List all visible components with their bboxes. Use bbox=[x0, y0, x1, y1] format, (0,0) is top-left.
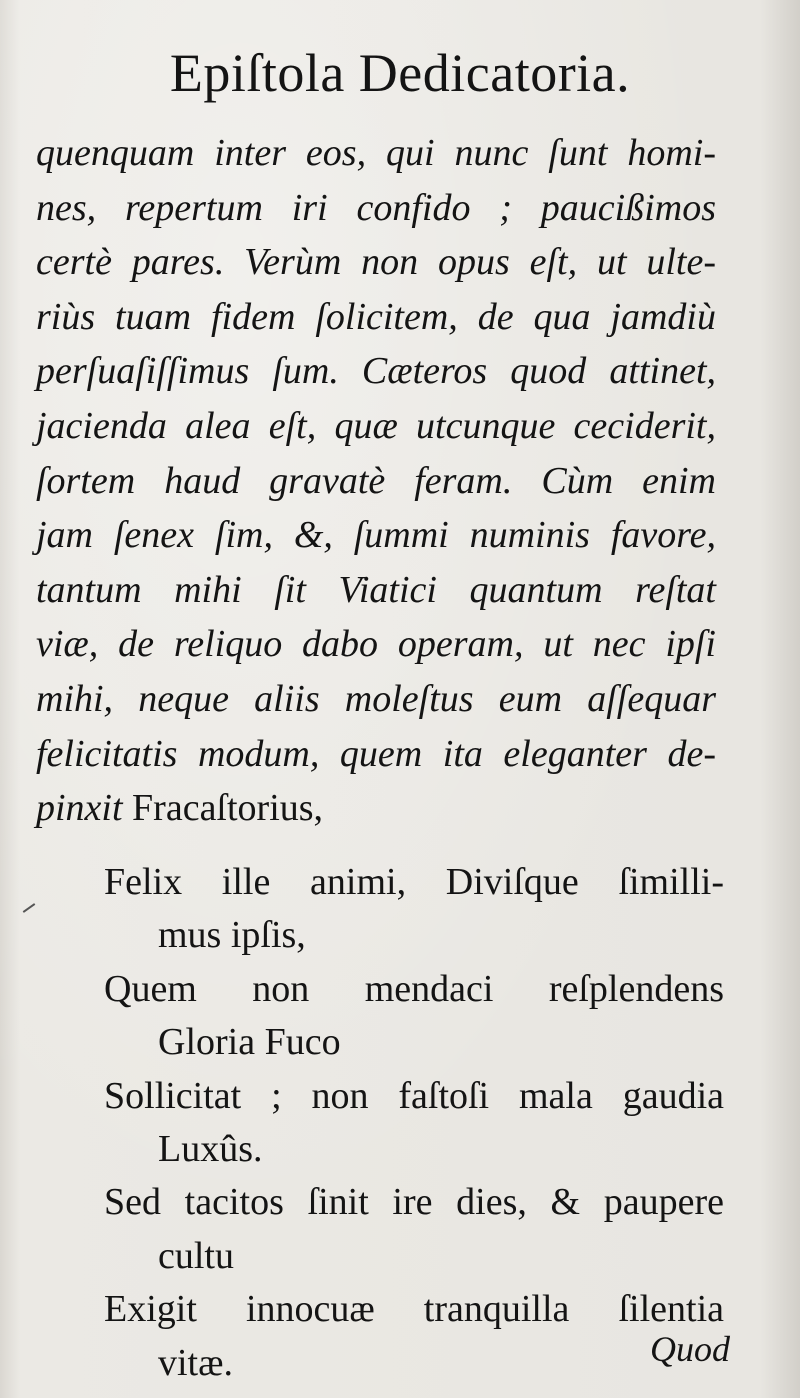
prose-line: perſuaſiſſimus ſum. Cæteros quod attinet, bbox=[36, 350, 716, 393]
catchword: Quod bbox=[650, 1329, 730, 1369]
prose-line: viæ, de reliquo dabo operam, ut nec ipſi bbox=[36, 623, 716, 666]
prose-line: jacienda alea eſt, quæ utcunque ceciderit, bbox=[36, 404, 716, 447]
verse-continuation: cultu bbox=[158, 1234, 234, 1277]
margin-mark bbox=[23, 903, 36, 913]
verse-line: Sollicitat ; non faſtoſi mala gaudia bbox=[104, 1074, 724, 1117]
verse-line: Felix ille animi, Diviſque ſimilli- bbox=[104, 861, 724, 903]
verse-continuation: vitæ. bbox=[158, 1341, 233, 1384]
prose-line: riùs tuam fidem ſolicitem, de qua jamdiù bbox=[36, 295, 716, 338]
verse-continuation: mus ipſis, bbox=[158, 914, 306, 957]
prose-line: jam ſenex ſim, &, ſummi numinis favore, bbox=[36, 514, 716, 557]
prose-line: nes, repertum iri confido ; paucißimos bbox=[36, 186, 716, 229]
verse-block bbox=[104, 856, 724, 1390]
verse-continuation: Luxûs. bbox=[158, 1127, 263, 1170]
verse-line: Quem non mendaci reſplendens bbox=[104, 967, 724, 1010]
verse-continuation: Gloria Fuco bbox=[158, 1021, 341, 1064]
prose-block bbox=[36, 126, 716, 836]
prose-last-italic: pinxit bbox=[36, 787, 123, 830]
prose-line: certè pares. Verùm non opus eſt, ut ulte- bbox=[36, 241, 716, 284]
prose-line: felicitatis modum, quem ita eleganter de- bbox=[36, 732, 716, 775]
prose-line: tantum mihi ſit Viatici quantum reſtat bbox=[36, 568, 716, 611]
page-header: Epiſtola Dedicatoria. bbox=[169, 43, 631, 103]
prose-last-line bbox=[36, 781, 716, 836]
prose-line: quenquam inter eos, qui nunc ſunt homi- bbox=[36, 132, 716, 174]
verse-line: Sed tacitos ſinit ire dies, & paupere bbox=[104, 1181, 724, 1224]
verse-line: Exigit innocuæ tranquilla ſilentia bbox=[104, 1288, 724, 1331]
prose-line: ſortem haud gravatè feram. Cùm enim bbox=[36, 459, 716, 502]
prose-last-roman: Fracaſtorius, bbox=[132, 787, 324, 830]
prose-line: mihi, neque aliis moleſtus eum aſſequar bbox=[36, 677, 716, 720]
